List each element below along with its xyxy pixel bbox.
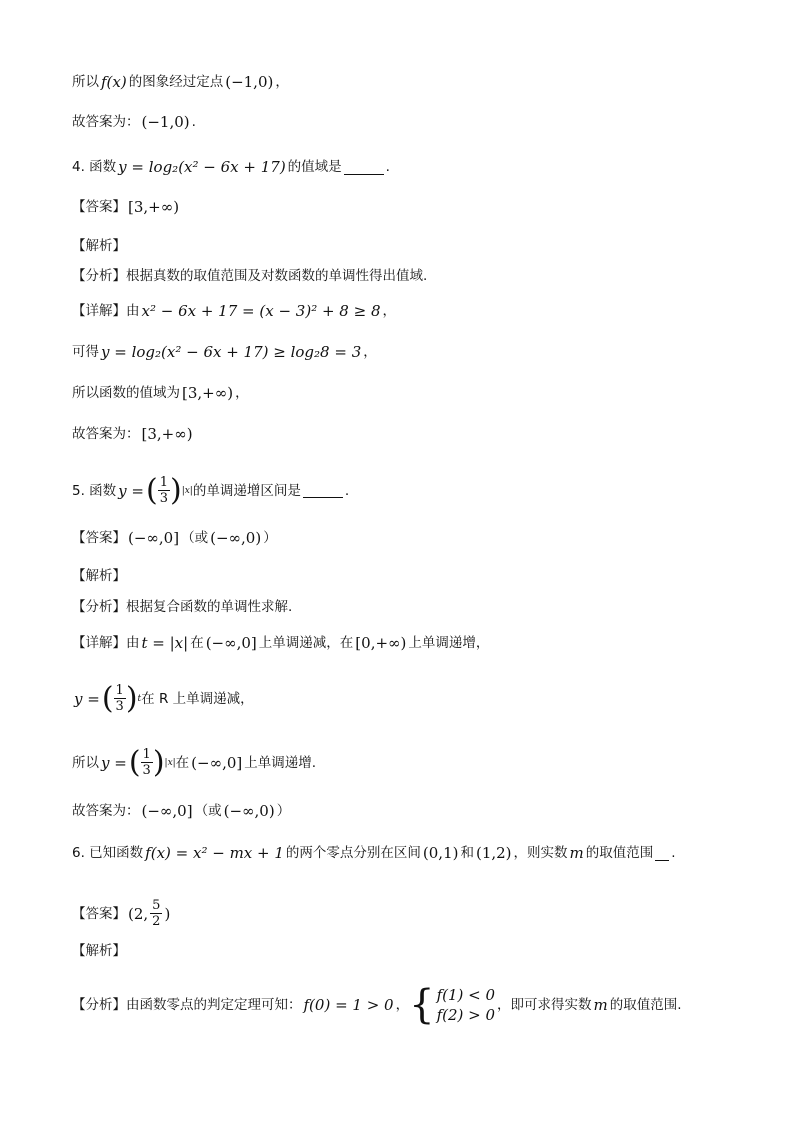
fraction — [158, 475, 170, 506]
q5-answer — [72, 528, 734, 548]
left-paren: ( — [128, 744, 141, 780]
math-t: t = |x| — [141, 634, 189, 652]
numerator: 5 — [152, 898, 161, 913]
system-rows — [435, 985, 497, 1025]
system-of-inequalities — [409, 982, 497, 1028]
question-5 — [72, 472, 734, 508]
math-point: (−1,0) — [141, 113, 190, 131]
math-y: y = — [101, 753, 127, 772]
q5-so — [72, 744, 734, 780]
right-paren: ) — [169, 472, 182, 508]
answer-alt-value: (−∞,0) — [223, 802, 275, 820]
right-paren: ) — [125, 680, 138, 716]
answer-value: [3,+∞) — [128, 198, 180, 216]
q4-detail — [72, 301, 734, 321]
answer-value: (−∞,0] — [141, 802, 193, 820]
answer-right: ) — [164, 904, 171, 923]
q4-kede — [72, 342, 734, 362]
fraction — [114, 683, 126, 714]
text: ， — [363, 344, 377, 360]
question-number: 5. 函数 — [72, 482, 117, 499]
text: （或 — [194, 803, 222, 819]
answer-value: (−∞,0] — [128, 529, 180, 547]
text: 在 — [190, 635, 204, 651]
q6-fenxi — [72, 982, 734, 1028]
text: ） — [263, 530, 277, 546]
text: 在 — [175, 754, 190, 771]
text: ） — [276, 803, 291, 819]
detail-label: 【详解】由 — [72, 635, 140, 651]
answer-label: 【答案】 — [72, 905, 126, 922]
answer-blank — [303, 483, 343, 498]
left-paren: ( — [101, 680, 114, 716]
math-m: m — [593, 996, 608, 1014]
denominator: 3 — [159, 491, 168, 506]
text: . — [191, 114, 196, 130]
q5-final — [72, 801, 734, 821]
q5-fenxi — [72, 597, 734, 617]
text: 上单调递减，在 — [258, 635, 354, 651]
denominator: 3 — [115, 699, 124, 714]
question-number: 6. 已知函数 — [72, 845, 144, 861]
line-answer-1 — [72, 112, 734, 132]
answer-left: (2, — [128, 904, 149, 923]
math-f0: f(0) = 1 > 0 — [303, 996, 394, 1014]
left-brace: { — [409, 982, 435, 1028]
denominator: 3 — [142, 763, 151, 778]
text: 和 — [460, 845, 474, 861]
text: ， — [395, 997, 410, 1013]
text: 上单调递增， — [408, 635, 490, 651]
math-interval: [3,+∞) — [141, 425, 193, 443]
math-interval: (1,2) — [475, 844, 512, 862]
text: ， — [275, 74, 289, 90]
math-point: (−1,0) — [225, 73, 274, 91]
detail-label: 【详解】由 — [72, 303, 140, 319]
denominator: 2 — [152, 914, 161, 929]
answer-alt-value: (−∞,0) — [210, 529, 262, 547]
math-interval: (−∞,0] — [191, 753, 243, 772]
math-y: y = — [74, 689, 100, 708]
analysis-label: 【解析】 — [72, 238, 126, 254]
text: 所以函数的值域为 — [72, 385, 180, 401]
text: 的值域是 — [287, 159, 342, 175]
text: ，即可求得实数 — [497, 997, 592, 1013]
text: 可得 — [72, 344, 99, 360]
text: 的取值范围 — [585, 845, 654, 861]
math-expression: y = log₂(x² − 6x + 17) ≥ log₂8 = 3 — [101, 343, 362, 361]
math-interval: (0,1) — [422, 844, 459, 862]
q5-analysis-heading — [72, 566, 734, 586]
question-number: 4. 函数 — [72, 159, 117, 175]
text: 的取值范围. — [609, 997, 682, 1013]
text: 上单调递增. — [244, 754, 317, 771]
question-6 — [72, 843, 734, 863]
text: 故答案为： — [72, 114, 140, 130]
fenxi-text: 【分析】根据复合函数的单调性求解. — [72, 599, 293, 615]
inequality-1: f(1) < 0 — [436, 986, 496, 1004]
fraction — [150, 898, 162, 929]
math-expression: y = log₂(x² − 6x + 17) — [118, 158, 286, 176]
answer-label: 【答案】 — [72, 530, 126, 546]
math-interval: (−∞,0] — [205, 634, 257, 652]
math-interval: [3,+∞) — [182, 384, 234, 402]
numerator: 1 — [159, 475, 168, 490]
q4-range — [72, 383, 734, 403]
fenxi-text: 【分析】根据真数的取值范围及对数函数的单调性得出值域. — [72, 268, 428, 284]
text: 故答案为： — [72, 803, 140, 819]
text: ， — [382, 303, 396, 319]
text: 的单调递增区间是 — [192, 482, 301, 499]
text: 所以 — [72, 74, 99, 90]
answer-label: 【答案】 — [72, 199, 126, 215]
text: . — [671, 845, 676, 861]
analysis-label: 【解析】 — [72, 568, 126, 584]
numerator: 1 — [115, 683, 124, 698]
text: 在 R 上单调递减， — [141, 690, 254, 707]
analysis-label: 【解析】 — [72, 943, 126, 959]
line-fixed-point — [72, 72, 734, 92]
q4-analysis-heading — [72, 236, 734, 256]
text: 故答案为： — [72, 426, 140, 442]
text: ，则实数 — [513, 845, 568, 861]
text: 的两个零点分别在区间 — [285, 845, 421, 861]
fenxi-text: 【分析】由函数零点的判定定理可知： — [72, 997, 302, 1013]
math-fx: f(x) — [101, 73, 127, 91]
text: . — [344, 482, 350, 499]
q6-analysis-heading — [72, 941, 734, 961]
math-interval: [0,+∞) — [355, 634, 407, 652]
answer-blank — [344, 160, 384, 175]
fraction — [141, 747, 153, 778]
text: 所以 — [72, 754, 99, 771]
answer-blank — [655, 846, 669, 861]
math-expression: f(x) = x² − mx + 1 — [145, 844, 284, 862]
q6-answer — [72, 898, 734, 929]
question-4 — [72, 157, 734, 177]
q4-answer — [72, 197, 734, 217]
text: . — [385, 159, 390, 175]
inequality-2: f(2) > 0 — [436, 1006, 496, 1024]
q4-fenxi — [72, 266, 734, 286]
math-expression: x² − 6x + 17 = (x − 3)² + 8 ≥ 8 — [141, 302, 381, 320]
q5-y-decreasing — [72, 680, 734, 716]
text: （或 — [181, 530, 209, 546]
math-y: y = — [118, 481, 144, 500]
exponent: |x| — [164, 757, 176, 768]
q5-detail — [72, 633, 734, 653]
math-m: m — [569, 844, 584, 862]
numerator: 1 — [142, 747, 151, 762]
left-paren: ( — [145, 472, 158, 508]
text: 的图象经过定点 — [128, 74, 224, 90]
right-paren: ) — [152, 744, 165, 780]
exponent: |x| — [181, 485, 193, 496]
text: ， — [235, 385, 249, 401]
q4-final — [72, 424, 734, 444]
exponent: t — [137, 693, 142, 704]
